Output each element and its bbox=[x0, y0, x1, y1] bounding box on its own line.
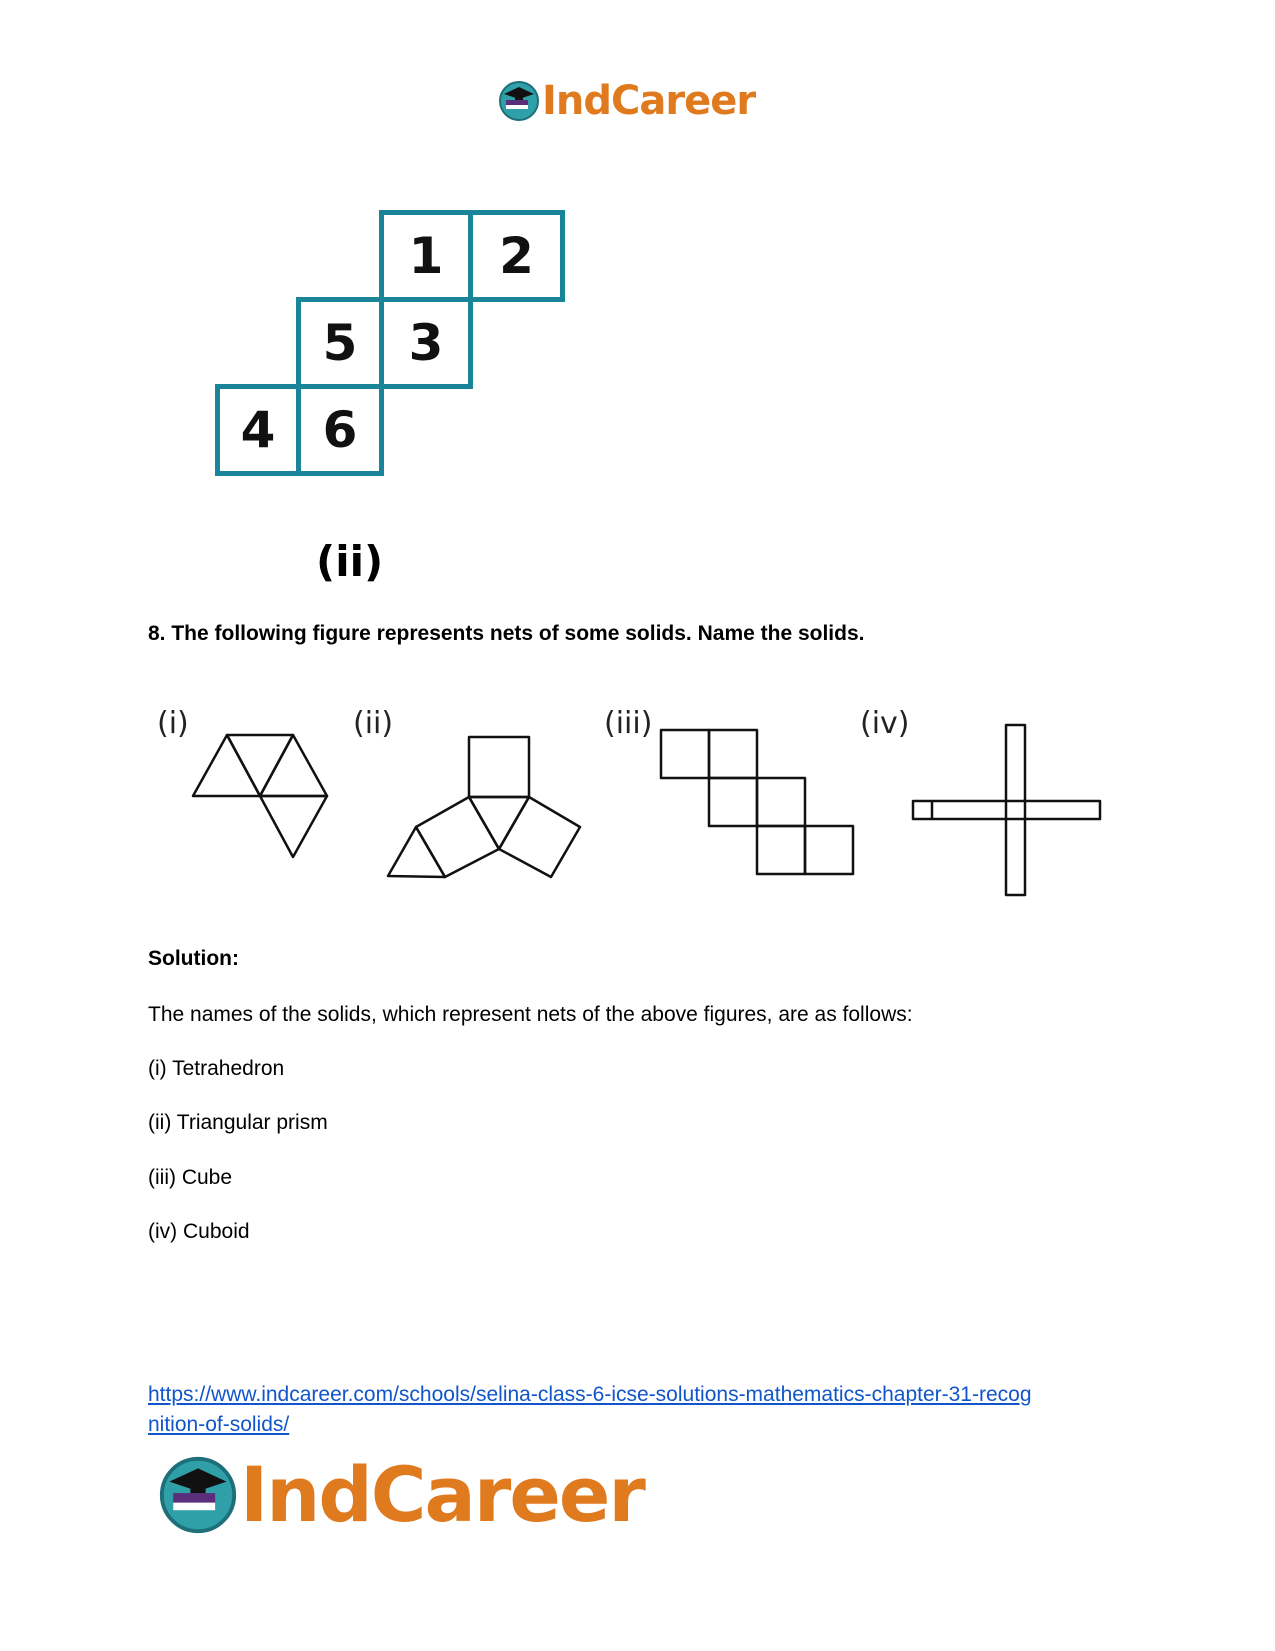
solution-intro: The names of the solids, which represent nets of the above figures, are as follows: bbox=[148, 1003, 913, 1026]
net-cell-1: 1 bbox=[379, 210, 473, 302]
cube-net-caption: (ii) bbox=[316, 537, 384, 586]
footer-link[interactable] bbox=[148, 1380, 1032, 1440]
net-cell-2: 2 bbox=[468, 210, 565, 302]
net-cell-6: 6 bbox=[296, 384, 384, 476]
question-text: 8. The following figure represents nets of some solids. Name the solids. bbox=[148, 622, 865, 645]
footer-logo-text: IndCareer bbox=[240, 1450, 644, 1539]
header-logo-text: IndCareer bbox=[542, 78, 756, 124]
answer-i: (i) Tetrahedron bbox=[148, 1057, 285, 1080]
figure-label-iv: (iv) bbox=[860, 706, 910, 741]
tetrahedron-net bbox=[193, 735, 327, 857]
net-cell-4: 4 bbox=[215, 384, 301, 476]
answer-iii: (iii) Cube bbox=[148, 1166, 233, 1189]
cuboid-net bbox=[913, 725, 1100, 895]
triangular-prism-net bbox=[388, 737, 580, 877]
net-cell-3: 3 bbox=[379, 297, 473, 389]
answer-iv: (iv) Cuboid bbox=[148, 1220, 250, 1243]
footer-logo bbox=[158, 1450, 644, 1539]
footer-logo-globe-icon bbox=[158, 1455, 238, 1535]
footer-link-line1[interactable]: https://www.indcareer.com/schools/selina-class-6-icse-solutions-mathematics-chapter-31-recog bbox=[148, 1383, 1032, 1406]
figure-label-i: (i) bbox=[157, 706, 189, 741]
footer-link-line2[interactable]: nition-of-solids/ bbox=[148, 1413, 290, 1436]
figure-label-iii: (iii) bbox=[604, 706, 653, 741]
cube-net-outline bbox=[661, 730, 853, 874]
figure-label-ii: (ii) bbox=[353, 706, 394, 741]
net-cell-5: 5 bbox=[296, 297, 384, 389]
answer-ii: (ii) Triangular prism bbox=[148, 1111, 328, 1134]
solution-heading: Solution: bbox=[148, 947, 239, 970]
